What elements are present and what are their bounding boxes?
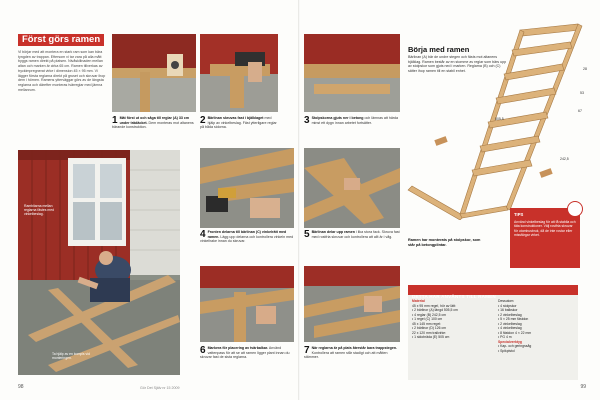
step-3: [304, 116, 400, 125]
step-6-number: 6: [200, 345, 206, 356]
materials-line: • 2 bärlinor (A) längd 505,5 cm: [412, 308, 458, 312]
frame-note: Ramen har monterats på stolpskor, som står på betongplintar.: [408, 238, 481, 247]
step-7-lead: När reglarna är på plats återstår bara trappstegen.: [311, 346, 398, 350]
step-7: [304, 346, 400, 360]
materials-line: Dessutom:: [498, 299, 515, 303]
materials-box: [408, 285, 578, 380]
photo-step-6: [200, 266, 294, 342]
materials-line: • 1 regel (C) 100 cm: [412, 317, 443, 321]
photo-step-1: [112, 34, 196, 112]
step-2-lead: Bärlinan skruvas fast i bjälklaget: [207, 116, 264, 120]
frame-illustration: [400, 20, 590, 220]
step-3-number: 3: [304, 115, 310, 126]
materials-line: Specialverktyg: [498, 339, 522, 344]
section-title-bar: [18, 34, 104, 46]
dim-label-1: 505,5: [495, 117, 504, 121]
photo-step-3: [304, 34, 400, 112]
step-6-lead: Markera för placering av tvärbalkar.: [207, 346, 269, 350]
step-1-text: Dem monteras mot altanens bärande konstruktion.: [112, 120, 194, 129]
materials-line: • 4 stolpskor: [498, 303, 517, 308]
frame-text: Bärlinan (A) bär de undre stegen och fästs mot altanens bjälklag. Ramen består av en stomme av reglar som bärs upp av stolpskor som gjuts ned i marken. Reglarna (B) och (C) sätter ihop ramen till en stabil enhet.: [408, 55, 507, 73]
page-number-right: 99: [580, 384, 586, 390]
materials-line: • 16 balkskor: [498, 308, 518, 312]
materials-line: • 1 sidobräda (E) 505 cm: [412, 335, 450, 339]
step-4-number: 4: [200, 229, 206, 240]
step-3-text: och lämnas att härda minst ett dygn innan arbetet fortsätter.: [311, 116, 399, 125]
tips-text: Använd vinkelbeslag för att få stabila och täta konstruktioner. Välj rostfria skruvar för utomhusbruk, då de inte rostar eller missfärgar virket.: [514, 220, 576, 237]
caption-bottom: Ta hjälp av en kompis vid monteringen.: [52, 352, 90, 361]
step-2: [200, 116, 278, 130]
materials-column-1: [412, 299, 492, 340]
materials-line: • Spikpistol: [498, 348, 515, 353]
step-1-number: 1: [112, 115, 118, 126]
page-footer: Gör Det Själv nr 15 2009: [140, 386, 180, 390]
step-4-lead: Fronten delarna till bärlinan (C) vinkelrätt med ramen.: [207, 230, 287, 239]
step-7-text: Kontrollera att ramen står stadigt och att måtten stämmer.: [304, 350, 388, 359]
caption-left: Rambitarna mellan reglarna fästes med vinkelbeslag.: [24, 204, 54, 217]
step-1-lead: Mät först ut och såga till reglar (A) 33 cm under trädäcket.: [119, 116, 190, 125]
dim-label-2: 242,5: [560, 157, 569, 161]
photo-step-7: [304, 266, 400, 342]
step-5-lead: Bärlinan delar upp ramen: [311, 230, 355, 234]
materials-line: • 4 reglar (B) 242,5 cm: [412, 312, 446, 317]
step-6: [200, 346, 294, 360]
step-4-text: Lägg upp delarna och kontrollera vinkeln med vinkelhake innan du skruvar.: [200, 234, 294, 243]
intro-text: Vi börjar med att montera en stark ram som kan bära tyngden av trappan. Eftersom vi tar vara på alla mått byggs ramen direkt på platsen. Nivåskillnaden mellan altan och marken är cirka 65 cm. Ramen tillverkas av tryckimpregnerat virke i dimension 45 × 95 mm. Vi lägger första reglarna direkt på gruset och skruvar ihop dem i hörnen. Ramens ytterväggar görs av de längsta reglarna och därefter monteras tvärreglar med jämna mellanrum.: [18, 50, 106, 92]
materials-line: • Kap- och geringssåg: [498, 344, 532, 348]
materials-line: • PG 4 m: [498, 335, 512, 339]
photo-step-4: [200, 148, 294, 228]
materials-line: • 4 vinkelbeslag: [498, 326, 522, 330]
step-4: [200, 230, 294, 244]
materials-line: • 2 vinkelbeslag: [498, 312, 522, 317]
frame-heading: Börja med ramen: [408, 45, 470, 54]
photo-house-worker: [18, 150, 180, 375]
step-6-text: Använd vattenpass för att se att ramen ligger plant innan du skruvar fast de sista reglarna.: [200, 346, 290, 359]
section-heading: Först görs ramen: [22, 34, 101, 45]
materials-line: 45 x 145 mm regel:: [412, 321, 442, 326]
photo-step-5: [304, 148, 400, 228]
page-number-left: 98: [18, 384, 24, 390]
materials-line: • 5 × 25 mm fästdon: [498, 317, 529, 321]
step-1: [112, 116, 196, 130]
step-5: [304, 230, 400, 239]
materials-line: 45 x 95 mm regel, hör av lätt:: [412, 303, 456, 308]
dim-label-4: 53: [580, 91, 584, 95]
step-5-number: 5: [304, 229, 310, 240]
photo-step-2: [200, 34, 278, 112]
step-2-number: 2: [200, 115, 206, 126]
materials-line: • 2 vinkelbeslag: [498, 321, 522, 326]
materials-line: • 2 bärlinor (D) 126 cm: [412, 326, 446, 330]
lightbulb-icon: [567, 201, 583, 217]
materials-heading-bar: [408, 285, 578, 299]
dim-label-3: 67: [578, 109, 582, 113]
step-3-lead: Stolpskorna gjuts ner i betong: [311, 116, 364, 120]
materials-line: Material: [412, 299, 425, 303]
materials-heading: DETTA HAR ANVÄNTS TILL RAMEN: [412, 294, 496, 299]
tips-label: TIPS: [514, 212, 524, 217]
materials-line: • 8 fästdon 4 × 22 mm: [498, 330, 532, 335]
step-7-number: 7: [304, 345, 310, 356]
step-2-text: med hjälp av vinkelbeslag. Fäst ytterligare reglar på båda sidorna.: [200, 116, 277, 129]
step-5-text: i lika stora fack. Skruva fast med rostfria skruvar och kontrollera att allt är i våg.: [311, 230, 400, 239]
tips-box: [510, 208, 580, 268]
materials-column-2: [498, 299, 576, 353]
materials-line: 22 x 120 mm trallvirke:: [412, 330, 447, 335]
dim-label-5: 28: [583, 67, 587, 71]
